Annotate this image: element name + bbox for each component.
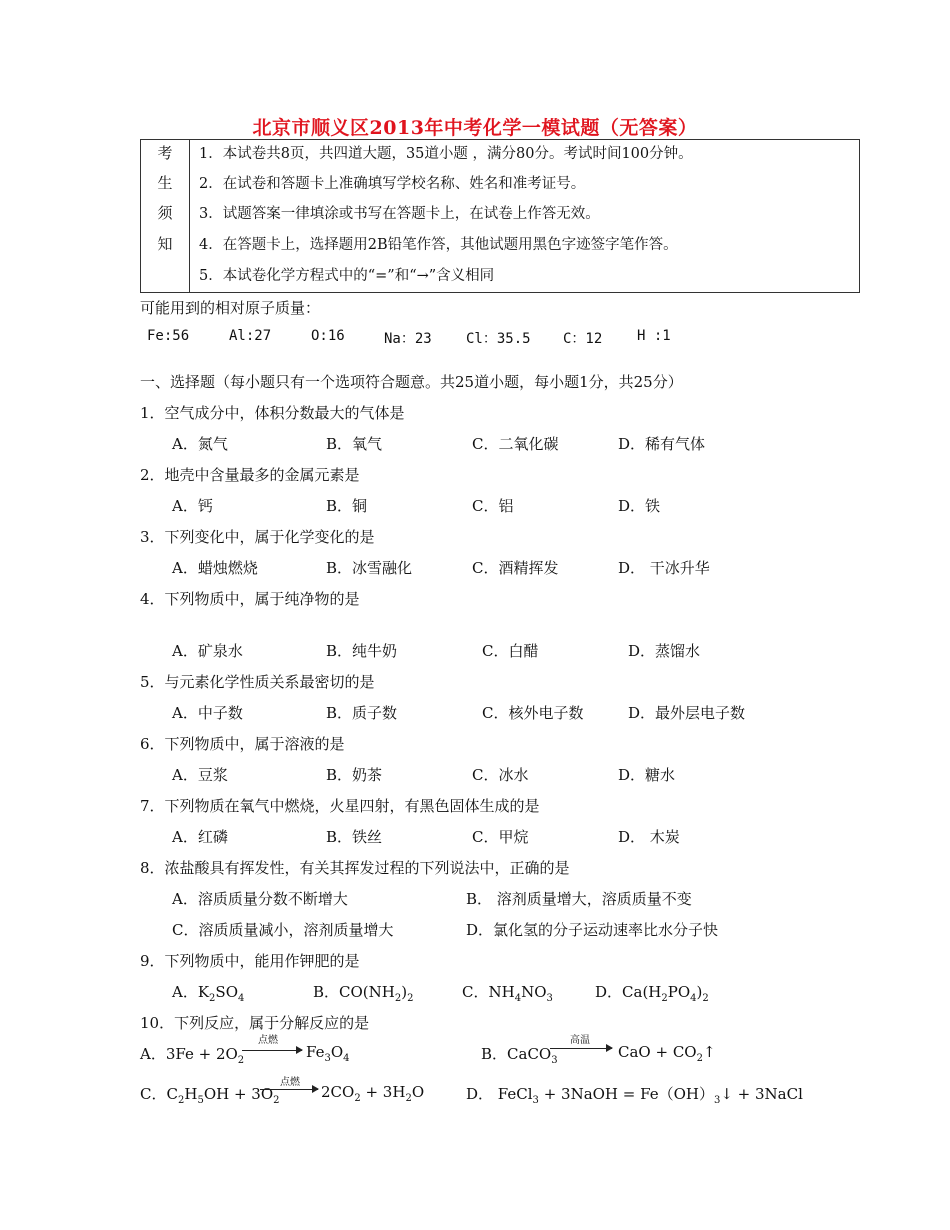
question-stem: 7．下列物质在氧气中燃烧，火星四射，有黑色固体生成的是: [140, 797, 540, 815]
option-a: A．钙: [172, 497, 213, 515]
atomic-mass-h: H :1: [637, 328, 671, 344]
formula-part: C．C: [140, 1085, 178, 1103]
reaction-arrow: [242, 1050, 302, 1051]
formula-part: C．NH: [462, 983, 515, 1001]
notice-side-char: 生: [157, 174, 173, 192]
option-b-products: [618, 1043, 716, 1064]
option-d: D．最外层电子数: [628, 704, 746, 722]
notice-item: 3．试题答案一律填涂或书写在答题卡上，在试卷上作答无效。: [199, 206, 600, 222]
question-stem: 6．下列物质中，属于溶液的是: [140, 735, 345, 753]
option-c-products: [321, 1083, 424, 1104]
formula-part: B．CO(NH: [313, 983, 395, 1001]
option-c-reactants: [140, 1083, 280, 1106]
atomic-mass-cl: Cl：35.5: [466, 331, 531, 347]
reaction-condition: 点燃: [280, 1077, 300, 1088]
atomic-mass-label: 可能用到的相对原子质量：: [140, 299, 321, 317]
option-b-reactants: [481, 1043, 558, 1066]
formula-sub: 5: [197, 1095, 204, 1106]
option-b: B．奶茶: [326, 766, 383, 784]
formula-part: NO: [521, 983, 547, 1001]
option-b: B． 溶剂质量增大，溶质质量不变: [466, 890, 692, 908]
notice-side-char: 须: [157, 204, 173, 222]
formula-part: A．K: [172, 983, 210, 1001]
atomic-mass-c: C：12: [563, 331, 603, 347]
formula-sub: 4: [343, 1053, 350, 1064]
formula-sub: 2: [702, 993, 709, 1004]
option-c: C．酒精挥发: [472, 559, 559, 577]
formula-sub: 2: [209, 993, 216, 1004]
formula-sub: 4: [514, 993, 522, 1004]
reaction-arrow: [550, 1048, 612, 1049]
option-b: B．铜: [326, 497, 368, 515]
option-a: A．氮气: [172, 435, 228, 453]
formula-part: B．CaCO: [481, 1045, 552, 1063]
question-stem: 4．下列物质中，属于纯净物的是: [140, 590, 360, 608]
option-d: D．蒸馏水: [628, 642, 701, 660]
formula-sub: 3: [324, 1053, 331, 1064]
atomic-mass-na: Na：23: [384, 331, 432, 347]
option-c: C．铝: [472, 497, 514, 515]
notice-item: 5．本试卷化学方程式中的“=”和“→”含义相同: [199, 268, 495, 284]
formula-sub: 3: [532, 1095, 539, 1106]
formula-sub: 2: [237, 1055, 245, 1066]
option-b: B．氧气: [326, 435, 383, 453]
option-c: C．冰水: [472, 766, 529, 784]
formula-sub: 2: [273, 1095, 280, 1106]
option-c: C．甲烷: [472, 828, 529, 846]
formula-sub: 2: [354, 1093, 361, 1104]
formula-sub: 4: [690, 993, 697, 1004]
option-c: C．白醋: [482, 642, 539, 660]
page-title: 北京市顺义区2013年中考化学一模试题（无答案）: [252, 117, 698, 139]
option-a: A．矿泉水: [172, 642, 243, 660]
reaction-condition: 高温: [570, 1035, 590, 1046]
formula-part: SO: [215, 983, 238, 1001]
option-a-reactants: [140, 1043, 244, 1066]
notice-side-char: 考: [157, 144, 173, 162]
formula-sub: 2: [394, 993, 402, 1004]
option-a: A．蜡烛燃烧: [172, 559, 258, 577]
option-c: [462, 981, 553, 1004]
option-d: D． 木炭: [618, 828, 680, 846]
question-stem: 1．空气成分中，体积分数最大的气体是: [140, 404, 405, 422]
question-stem: 8．浓盐酸具有挥发性，有关其挥发过程的下列说法中，正确的是: [140, 859, 570, 877]
notice-item: 4．在答题卡上，选择题用2B铅笔作答，其他试题用黑色字迹签字笔作答。: [199, 237, 678, 253]
option-d: D． 干冰升华: [618, 559, 710, 577]
formula-sub: 3: [551, 1055, 558, 1066]
formula-sub: 2: [661, 993, 668, 1004]
section-title: 一、选择题（每小题只有一个选项符合题意。共25道小题，每小题1分，共25分）: [140, 373, 683, 391]
option-d: D．氯化氢的分子运动速率比水分子快: [466, 921, 719, 939]
formula-part: OH + 3O: [203, 1085, 274, 1103]
formula-sub: 2: [407, 993, 414, 1004]
exam-notice-box: [140, 139, 860, 293]
question-stem: 2．地壳中含量最多的金属元素是: [140, 466, 360, 484]
formula-sub: 4: [238, 993, 245, 1004]
formula-part: O: [330, 1043, 344, 1061]
option-b: B．纯牛奶: [326, 642, 398, 660]
option-b: B．铁丝: [326, 828, 383, 846]
option-a: A．豆浆: [172, 766, 228, 784]
atomic-mass-al: Al:27: [229, 328, 272, 344]
formula-sub: 3: [546, 993, 553, 1004]
option-a: A．红磷: [172, 828, 228, 846]
reaction-arrow: [260, 1089, 318, 1090]
formula-part: 2CO: [321, 1083, 355, 1101]
atomic-mass-o: O:16: [311, 328, 345, 344]
formula-part: + 3NaOH = Fe（OH）: [538, 1085, 714, 1103]
question-stem: 9．下列物质中，能用作钾肥的是: [140, 952, 360, 970]
option-a: A．中子数: [172, 704, 243, 722]
option-a-products: [306, 1043, 350, 1064]
option-d: [595, 981, 709, 1004]
formula-part: H: [184, 1085, 198, 1103]
reaction-condition: 点燃: [258, 1035, 278, 1046]
option-c: C．核外电子数: [482, 704, 584, 722]
formula-part: D．Ca(H: [595, 983, 662, 1001]
formula-sub: 3: [713, 1095, 721, 1106]
formula-sub: 2: [405, 1093, 412, 1104]
formula-part: A．3Fe + 2O: [140, 1045, 238, 1063]
option-b: B．冰雪融化: [326, 559, 413, 577]
option-d: D．稀有气体: [618, 435, 706, 453]
formula-part: CaO + CO: [618, 1043, 697, 1061]
question-stem: 10．下列反应，属于分解反应的是: [140, 1014, 370, 1032]
question-stem: 3．下列变化中，属于化学变化的是: [140, 528, 375, 546]
formula-part: D． FeCl: [466, 1085, 533, 1103]
option-d: D．铁: [618, 497, 661, 515]
formula-sub: 2: [177, 1095, 185, 1106]
formula-part: ): [696, 983, 703, 1001]
formula-part: ↓ + 3NaCl: [720, 1085, 803, 1103]
option-b: B．质子数: [326, 704, 398, 722]
option-b: [313, 981, 413, 1004]
option-d: D．糖水: [618, 766, 676, 784]
formula-part: O: [411, 1083, 425, 1101]
formula-sub: 2: [696, 1053, 703, 1064]
formula-part: Fe: [306, 1043, 325, 1061]
formula-part: PO: [667, 983, 691, 1001]
option-a: A．溶质质量分数不断增大: [172, 890, 348, 908]
notice-side-label: [141, 140, 190, 292]
option-c: C．二氧化碳: [472, 435, 559, 453]
formula-part: ): [401, 983, 408, 1001]
option-d: [466, 1083, 803, 1106]
option-a: [172, 981, 244, 1004]
formula-part: + 3H: [360, 1083, 406, 1101]
formula-part: ↑: [702, 1043, 716, 1061]
atomic-mass-fe: Fe:56: [147, 328, 190, 344]
notice-item: 2．在试卷和答题卡上准确填写学校名称、姓名和准考证号。: [199, 176, 586, 192]
notice-item: 1．本试卷共8页，共四道大题，35道小题 ，满分80分。考试时间100分钟。: [199, 146, 693, 162]
question-stem: 5．与元素化学性质关系最密切的是: [140, 673, 375, 691]
option-c: C．溶质质量减小，溶剂质量增大: [172, 921, 394, 939]
notice-side-char: 知: [157, 235, 173, 253]
